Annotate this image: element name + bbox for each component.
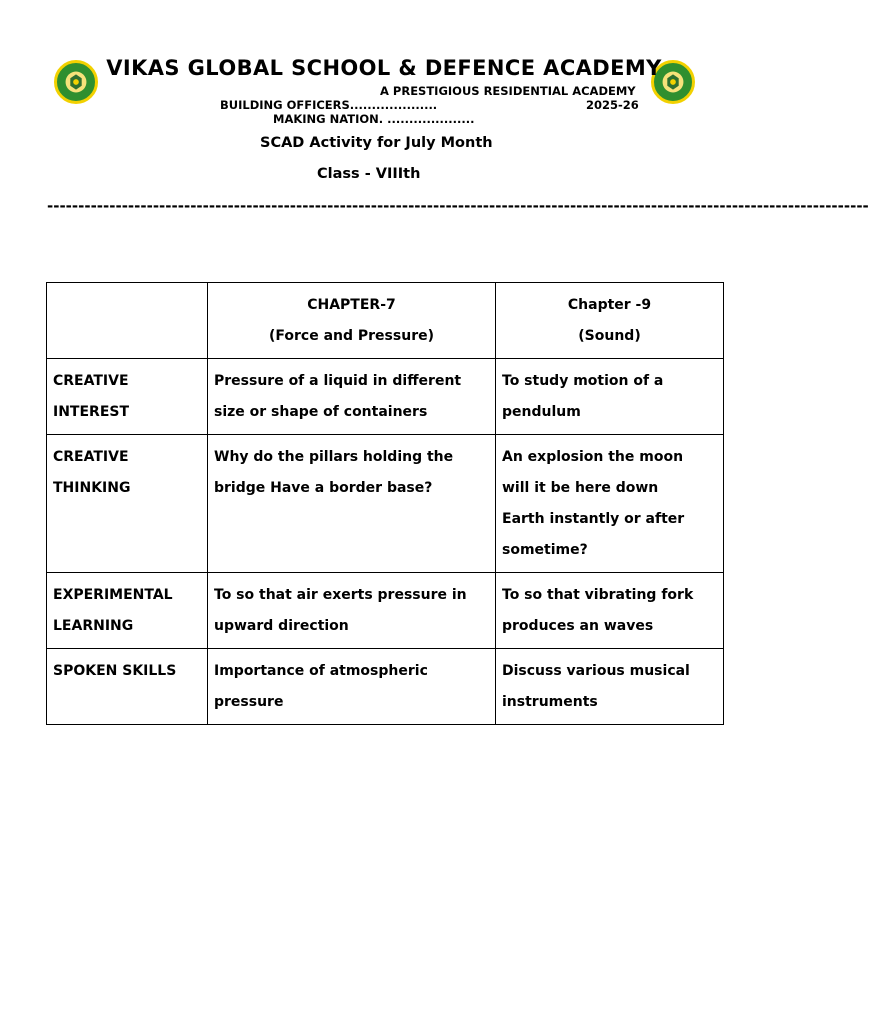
cell-text: size or shape of containers (214, 404, 428, 420)
cell-text: Discuss various musical (502, 663, 690, 679)
chapter-7-cell (208, 649, 496, 725)
chapter-7-title: CHAPTER-7 (307, 297, 396, 313)
chapter-7-cell (208, 359, 496, 435)
cell-text: instruments (502, 694, 598, 710)
category-cell (47, 359, 208, 435)
table-row (47, 359, 724, 435)
cell-text: Earth instantly or after (502, 511, 685, 527)
category-text: CREATIVE (53, 449, 129, 465)
cell-text: Importance of atmospheric (214, 663, 428, 679)
table-row (47, 649, 724, 725)
table-row (47, 435, 724, 573)
cell-text: Pressure of a liquid in different (214, 373, 462, 389)
cell-text: bridge Have a border base? (214, 480, 433, 496)
academic-session: 2025-26 (586, 98, 639, 112)
category-text: LEARNING (53, 618, 134, 634)
school-name: VIKAS GLOBAL SCHOOL & DEFENCE ACADEMY (106, 56, 662, 80)
cell-text: will it be here down (502, 480, 659, 496)
motto-line-1: BUILDING OFFICERS.................... (220, 98, 438, 112)
category-text: EXPERIMENTAL (53, 587, 173, 603)
category-cell (47, 573, 208, 649)
cell-text: Why do the pillars holding the (214, 449, 454, 465)
cell-text: upward direction (214, 618, 349, 634)
cell-text: pendulum (502, 404, 581, 420)
category-text: THINKING (53, 480, 131, 496)
chapter-9-subtitle: (Sound) (578, 328, 641, 344)
cell-text: produces an waves (502, 618, 654, 634)
chapter-9-cell (496, 649, 724, 725)
chapter-9-cell (496, 435, 724, 573)
header-cell-chapter-9 (496, 283, 724, 359)
chapter-9-cell (496, 359, 724, 435)
table-header-row (47, 283, 724, 359)
chapter-7-subtitle: (Force and Pressure) (269, 328, 434, 344)
cell-text: pressure (214, 694, 284, 710)
cell-text: To so that air exerts pressure in (214, 587, 467, 603)
table-row (47, 573, 724, 649)
cell-text: To study motion of a (502, 373, 664, 389)
chapter-7-cell (208, 435, 496, 573)
chapter-9-cell (496, 573, 724, 649)
category-cell (47, 649, 208, 725)
header-cell-chapter-7 (208, 283, 496, 359)
category-text: INTEREST (53, 404, 130, 420)
cell-text: sometime? (502, 542, 588, 558)
category-cell (47, 435, 208, 573)
category-text: CREATIVE (53, 373, 129, 389)
chapter-7-cell (208, 573, 496, 649)
cell-text: An explosion the moon (502, 449, 684, 465)
activity-title: SCAD Activity for July Month (260, 135, 493, 151)
category-text: SPOKEN SKILLS (53, 663, 177, 679)
class-label: Class - VIIIth (317, 166, 421, 182)
header-cell-empty (47, 283, 208, 359)
school-tagline: A PRESTIGIOUS RESIDENTIAL ACADEMY (380, 84, 636, 98)
motto-line-2: MAKING NATION. .................... (273, 112, 475, 126)
separator-line: ------------------------------------------------------------------------------------------------------------------------------------ (47, 197, 869, 215)
scad-activity-table (46, 282, 724, 725)
cell-text: To so that vibrating fork (502, 587, 694, 603)
chapter-9-title: Chapter -9 (567, 297, 652, 313)
